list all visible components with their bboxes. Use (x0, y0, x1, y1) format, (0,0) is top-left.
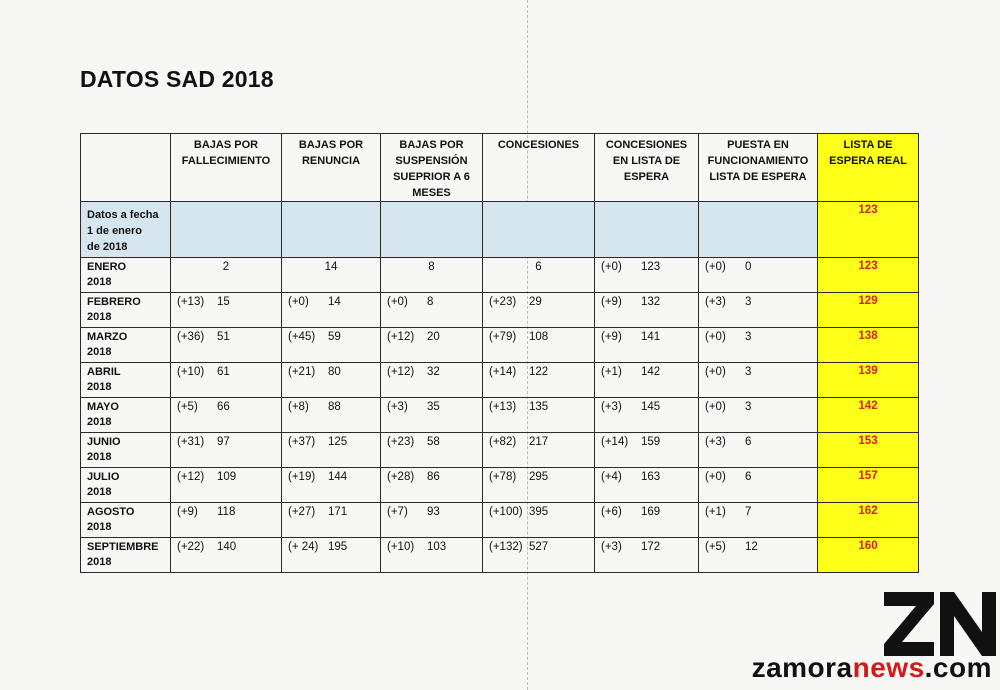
table-cell (595, 503, 699, 538)
table-cell (483, 433, 595, 468)
cell-total: 51 (217, 331, 230, 343)
row-label: MARZO 2018 (81, 328, 171, 363)
table-cell (483, 202, 595, 258)
row-label: SEPTIEMBRE 2018 (81, 538, 171, 573)
cell-delta: (+3) (601, 401, 622, 413)
header-row (81, 134, 919, 202)
cell-total: 118 (217, 506, 236, 518)
table-cell (595, 398, 699, 433)
cell-total: 3 (745, 296, 752, 308)
table-cell (282, 202, 381, 258)
table-cell (171, 433, 282, 468)
cell-total: 108 (529, 331, 549, 343)
brand-watermark (752, 652, 992, 684)
real-waitlist-cell: 139 (818, 363, 919, 398)
table-cell: 6 (483, 258, 595, 293)
cell-total: 6 (745, 436, 752, 448)
cell-delta: (+13) (177, 296, 205, 308)
cell-total: 122 (529, 366, 549, 378)
header-bajas-suspension: BAJAS POR SUSPENSIÓN SUEPRIOR A 6 MESES (381, 134, 483, 202)
cell-total: 145 (641, 401, 661, 413)
table-row (81, 363, 919, 398)
cell-delta: (+7) (387, 506, 408, 518)
cell-delta: (+0) (705, 261, 726, 273)
table-cell (595, 258, 699, 293)
table-cell (171, 398, 282, 433)
table-row (81, 328, 919, 363)
cell-total: 7 (745, 506, 752, 518)
sad-data-table (80, 133, 919, 573)
cell-delta: (+0) (387, 296, 408, 308)
cell-delta: (+27) (288, 506, 316, 518)
table-cell (381, 363, 483, 398)
table-cell (282, 503, 381, 538)
cell-total: 93 (427, 506, 440, 518)
table-cell (699, 293, 818, 328)
cell-delta: (+3) (387, 401, 408, 413)
table-cell (483, 538, 595, 573)
cell-total: 15 (217, 296, 230, 308)
table-cell (282, 328, 381, 363)
cell-delta: (+1) (601, 366, 622, 378)
cell-delta: (+13) (489, 401, 517, 413)
cell-total: 169 (641, 506, 661, 518)
table-cell (381, 328, 483, 363)
table-cell (483, 363, 595, 398)
page-title: DATOS SAD 2018 (80, 66, 274, 92)
real-waitlist-cell: 123 (818, 202, 919, 258)
table-cell (171, 538, 282, 573)
real-waitlist-cell: 153 (818, 433, 919, 468)
table-cell (483, 503, 595, 538)
cell-delta: (+3) (705, 436, 726, 448)
row-label: ENERO 2018 (81, 258, 171, 293)
cell-delta: (+12) (177, 471, 205, 483)
cell-delta: (+82) (489, 436, 517, 448)
cell-delta: (+36) (177, 331, 205, 343)
table-row (81, 433, 919, 468)
real-waitlist-cell: 162 (818, 503, 919, 538)
row-label: MAYO 2018 (81, 398, 171, 433)
cell-total: 132 (641, 296, 661, 308)
cell-delta: (+10) (177, 366, 205, 378)
cell-total: 32 (427, 366, 440, 378)
cell-total: 6 (745, 471, 752, 483)
cell-delta: (+0) (705, 366, 726, 378)
cell-delta: (+12) (387, 331, 415, 343)
cell-total: 66 (217, 401, 230, 413)
cell-delta: (+4) (601, 471, 622, 483)
cell-total: 527 (529, 541, 549, 553)
table-cell (381, 202, 483, 258)
row-label: Datos a fecha 1 de enero de 2018 (81, 202, 171, 258)
table-cell (595, 202, 699, 258)
row-label: AGOSTO 2018 (81, 503, 171, 538)
cell-total: 35 (427, 401, 440, 413)
real-waitlist-cell: 123 (818, 258, 919, 293)
table-cell (381, 433, 483, 468)
cell-delta: (+3) (705, 296, 726, 308)
table-cell (282, 363, 381, 398)
real-waitlist-cell: 142 (818, 398, 919, 433)
real-waitlist-cell: 160 (818, 538, 919, 573)
cell-delta: (+3) (601, 541, 622, 553)
cell-total: 29 (529, 296, 542, 308)
cell-total: 59 (328, 331, 341, 343)
cell-delta: (+14) (601, 436, 629, 448)
cell-delta: (+23) (387, 436, 415, 448)
table-cell (171, 503, 282, 538)
table-cell (699, 433, 818, 468)
cell-total: 144 (328, 471, 348, 483)
cell-total: 14 (328, 296, 341, 308)
table-cell (595, 328, 699, 363)
table-cell: 8 (381, 258, 483, 293)
cell-delta: (+14) (489, 366, 517, 378)
table-cell (595, 363, 699, 398)
cell-total: 141 (641, 331, 661, 343)
table-cell (483, 293, 595, 328)
table-cell (381, 503, 483, 538)
table-row-initial (81, 202, 919, 258)
table-cell (171, 202, 282, 258)
cell-delta: (+5) (705, 541, 726, 553)
table-row (81, 293, 919, 328)
cell-delta: (+31) (177, 436, 205, 448)
table-cell (381, 398, 483, 433)
cell-delta: (+19) (288, 471, 316, 483)
table-cell (595, 433, 699, 468)
cell-total: 61 (217, 366, 230, 378)
real-waitlist-cell: 157 (818, 468, 919, 503)
table-cell (282, 538, 381, 573)
row-label: JULIO 2018 (81, 468, 171, 503)
cell-delta: (+37) (288, 436, 316, 448)
table-cell (381, 293, 483, 328)
cell-total: 3 (745, 366, 752, 378)
cell-delta: (+10) (387, 541, 415, 553)
header-puesta-funcionamiento: PUESTA EN FUNCIONAMIENTO LISTA DE ESPERA (699, 134, 818, 202)
cell-total: 135 (529, 401, 549, 413)
table-cell (595, 538, 699, 573)
header-concesiones: CONCESIONES (483, 134, 595, 202)
table-cell (699, 328, 818, 363)
cell-total: 58 (427, 436, 440, 448)
cell-delta: (+0) (705, 471, 726, 483)
table-cell (699, 538, 818, 573)
header-bajas-renuncia: BAJAS POR RENUNCIA (282, 134, 381, 202)
table-cell (483, 468, 595, 503)
table-cell (282, 398, 381, 433)
table-cell (699, 503, 818, 538)
table-cell (381, 538, 483, 573)
cell-total: 172 (641, 541, 661, 553)
header-lista-espera-real: LISTA DE ESPERA REAL (818, 134, 919, 202)
cell-delta: (+8) (288, 401, 309, 413)
cell-delta: (+0) (705, 331, 726, 343)
row-label: FEBRERO 2018 (81, 293, 171, 328)
cell-delta: (+28) (387, 471, 415, 483)
cell-delta: (+79) (489, 331, 517, 343)
cell-delta: (+1) (705, 506, 726, 518)
table-cell (483, 398, 595, 433)
header-concesiones-lista-espera: CONCESIONES EN LISTA DE ESPERA (595, 134, 699, 202)
table-cell (595, 293, 699, 328)
table-cell (699, 258, 818, 293)
cell-total: 159 (641, 436, 661, 448)
row-label: JUNIO 2018 (81, 433, 171, 468)
cell-delta: (+132) (489, 541, 523, 553)
row-label: ABRIL 2018 (81, 363, 171, 398)
cell-delta: (+23) (489, 296, 517, 308)
real-waitlist-cell: 138 (818, 328, 919, 363)
cell-total: 0 (745, 261, 752, 273)
table-cell (699, 398, 818, 433)
cell-delta: (+5) (177, 401, 198, 413)
cell-total: 140 (217, 541, 237, 553)
cell-delta: (+22) (177, 541, 205, 553)
cell-total: 163 (641, 471, 661, 483)
cell-delta: (+12) (387, 366, 415, 378)
table-cell (171, 328, 282, 363)
table-cell (171, 468, 282, 503)
table-cell (171, 293, 282, 328)
table-cell (483, 328, 595, 363)
header-bajas-fallecimiento: BAJAS POR FALLECIMIENTO (171, 134, 282, 202)
table-row (81, 503, 919, 538)
cell-delta: (+9) (177, 506, 198, 518)
table-cell (381, 468, 483, 503)
cell-total: 8 (427, 296, 434, 308)
cell-total: 103 (427, 541, 447, 553)
cell-total: 80 (328, 366, 341, 378)
cell-delta: (+0) (601, 261, 622, 273)
table-row (81, 468, 919, 503)
cell-total: 171 (328, 506, 348, 518)
table-row-enero (81, 258, 919, 293)
table-cell: 14 (282, 258, 381, 293)
table-cell (699, 202, 818, 258)
cell-total: 97 (217, 436, 230, 448)
cell-total: 195 (328, 541, 348, 553)
cell-total: 3 (745, 331, 752, 343)
cell-total: 142 (641, 366, 661, 378)
table-cell (282, 468, 381, 503)
cell-delta: (+9) (601, 331, 622, 343)
header-corner (81, 134, 171, 202)
cell-total: 123 (641, 261, 661, 273)
cell-delta: (+9) (601, 296, 622, 308)
cell-delta: (+78) (489, 471, 517, 483)
table-row (81, 398, 919, 433)
cell-delta: (+100) (489, 506, 523, 518)
table-cell: 2 (171, 258, 282, 293)
table-cell (282, 433, 381, 468)
cell-total: 12 (745, 541, 758, 553)
cell-total: 20 (427, 331, 440, 343)
cell-total: 88 (328, 401, 341, 413)
table-cell (699, 363, 818, 398)
real-waitlist-cell: 129 (818, 293, 919, 328)
brand-part: .com (924, 652, 992, 683)
table-cell (699, 468, 818, 503)
cell-delta: (+45) (288, 331, 316, 343)
zn-logo (884, 592, 996, 656)
cell-delta: (+ 24) (288, 541, 319, 553)
cell-total: 395 (529, 506, 549, 518)
cell-delta: (+0) (705, 401, 726, 413)
table-cell (171, 363, 282, 398)
cell-total: 217 (529, 436, 549, 448)
table-cell (595, 468, 699, 503)
cell-total: 109 (217, 471, 237, 483)
brand-part: news (852, 652, 925, 683)
cell-delta: (+0) (288, 296, 309, 308)
cell-total: 3 (745, 401, 752, 413)
brand-part: zamora (751, 652, 853, 683)
cell-total: 125 (328, 436, 348, 448)
cell-delta: (+21) (288, 366, 316, 378)
cell-total: 295 (529, 471, 549, 483)
cell-total: 86 (427, 471, 440, 483)
table-row (81, 538, 919, 573)
table-cell (282, 293, 381, 328)
cell-delta: (+6) (601, 506, 622, 518)
